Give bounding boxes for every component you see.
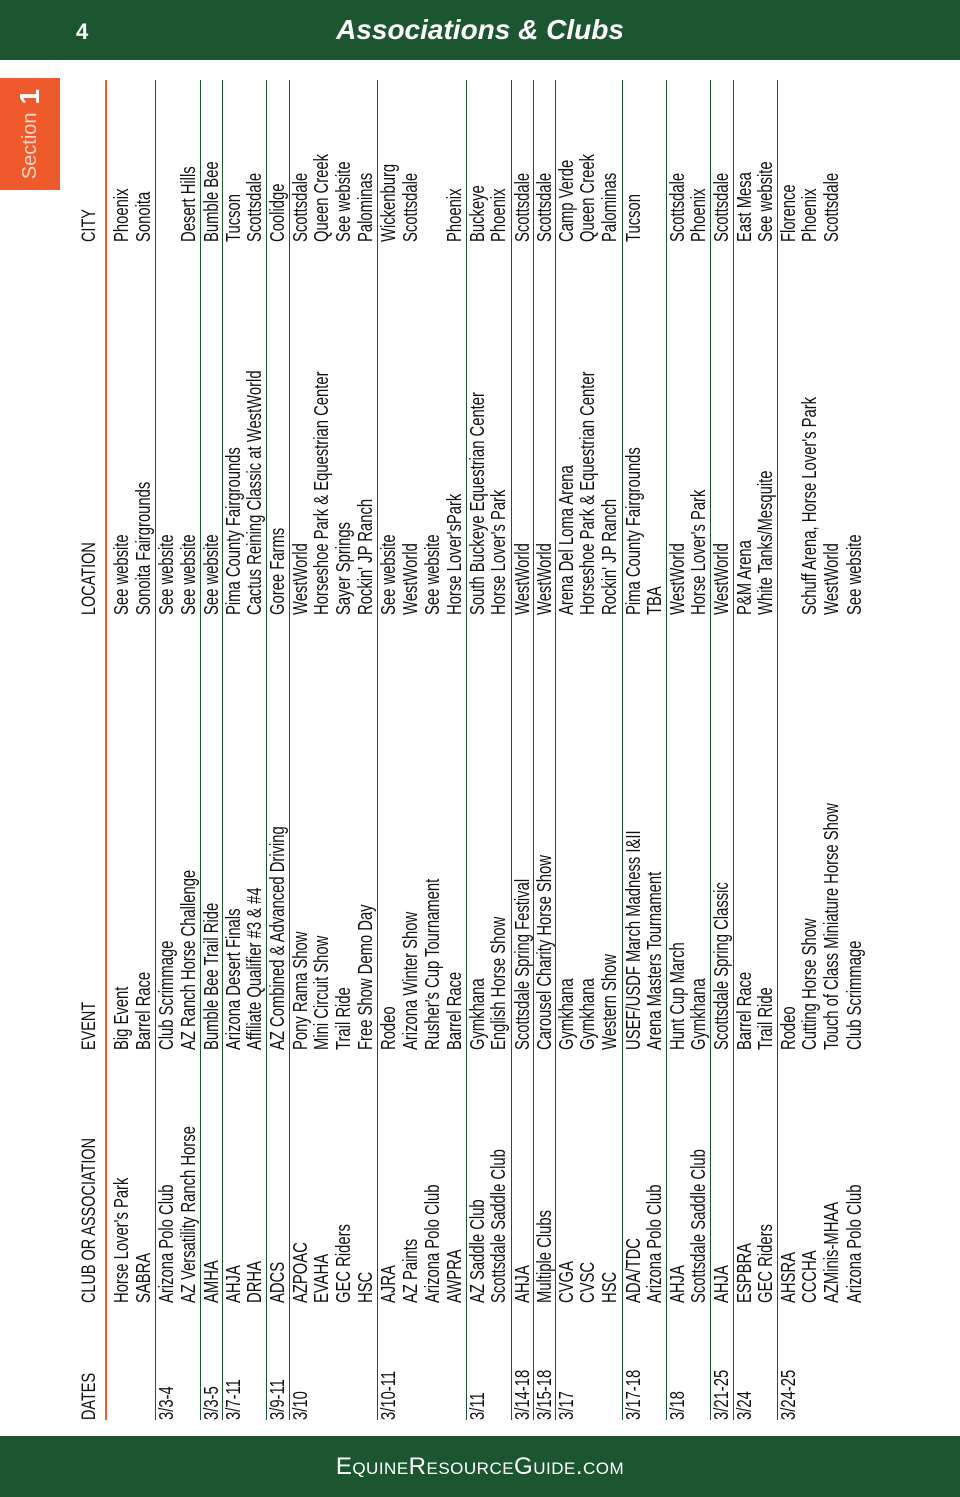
cell-location: See website — [111, 534, 133, 615]
cell-date: 3/17 — [556, 1391, 578, 1420]
cell-location: WestWorld — [667, 543, 689, 615]
cell-club: AHJA — [223, 1265, 245, 1303]
table-row — [200, 80, 223, 1420]
cell-city: Phoenix — [799, 188, 822, 242]
cell-event: Gymkhana — [556, 978, 578, 1050]
cell-event: Affiliate Qualifier #3 & #4 — [244, 887, 267, 1050]
cell-city: Scottsdale — [511, 172, 534, 242]
column-header-dates: DATES — [79, 1372, 100, 1420]
cell-location: Sonoita Fairgrounds — [133, 481, 156, 615]
cell-location: Horseshoe Park & Equestrian Center — [310, 371, 333, 615]
table-row — [733, 80, 756, 1420]
cell-city: Tucson — [223, 194, 245, 242]
cell-club: AJRA — [378, 1265, 401, 1303]
cell-city: Phoenix — [688, 188, 711, 242]
cell-location: Arena Del Loma Arena — [556, 465, 578, 615]
table-row — [333, 80, 355, 1420]
table-row — [710, 80, 733, 1420]
table-row — [178, 80, 200, 1420]
table-row — [688, 80, 710, 1420]
cell-date: 3/15-18 — [533, 1369, 556, 1420]
cell-date: 3/14-18 — [511, 1369, 534, 1420]
cell-city: Scottsdale — [289, 172, 312, 242]
column-header-club: CLUB OR ASSOCIATION — [79, 1137, 100, 1303]
cell-event: Arizona Winter Show — [399, 911, 422, 1050]
cell-date: 3/11 — [467, 1392, 490, 1420]
page-title: Associations & Clubs — [336, 14, 624, 45]
column-header-location: LOCATION — [79, 542, 100, 615]
table-row — [355, 80, 377, 1420]
cell-location: See website — [177, 534, 200, 615]
cell-city: Phoenix — [444, 188, 466, 242]
cell-event: Mini Circuit Show — [310, 935, 333, 1050]
cell-date: 3/24 — [733, 1391, 756, 1420]
table-row — [111, 80, 133, 1420]
cell-event: Carousel Charity Horse Show — [533, 855, 556, 1050]
table-row — [666, 80, 689, 1420]
cell-location: P&M Arena — [733, 540, 756, 615]
table-row — [555, 80, 578, 1420]
section-label: Section — [18, 112, 41, 180]
cell-club: AWPRA — [444, 1249, 466, 1303]
cell-club: GEC Riders — [333, 1224, 355, 1303]
table-row — [266, 80, 289, 1420]
cell-city: Tucson — [622, 194, 645, 242]
cell-event: Trail Ride — [333, 987, 355, 1050]
cell-club: AZ Paints — [399, 1238, 422, 1303]
cell-location: WestWorld — [711, 543, 734, 615]
cell-date: 3/17-18 — [622, 1369, 645, 1420]
cell-club: AZMinis-MHAA — [821, 1201, 844, 1303]
cell-date: 3/10 — [289, 1391, 312, 1420]
cell-club: AHJA — [711, 1265, 734, 1303]
cell-city: See website — [754, 161, 777, 242]
table-row — [599, 80, 621, 1420]
cell-city: Wickenburg — [378, 163, 401, 242]
table-row — [155, 80, 178, 1420]
cell-location: See website — [843, 534, 866, 615]
cell-city: Scottsdale — [533, 172, 556, 242]
cell-event: Scottsdale Spring Festival — [511, 878, 534, 1050]
cell-club: Horse Lover's Park — [111, 1177, 133, 1303]
cell-location: WestWorld — [399, 543, 422, 615]
cell-event: Rodeo — [378, 1006, 401, 1050]
cell-event: AZ Ranch Horse Challenge — [177, 869, 200, 1050]
cell-event: Scottsdale Spring Classic — [711, 882, 734, 1050]
cell-event: Barrel Race — [444, 971, 466, 1050]
cell-event: Bumble Bee Trail Ride — [200, 902, 223, 1050]
page-number: 4 — [76, 19, 89, 44]
cell-event: Gymkhana — [467, 978, 490, 1050]
cell-city: Scottsdale — [711, 172, 734, 242]
cell-club: Multiple Clubs — [533, 1210, 556, 1303]
cell-location: WestWorld — [533, 543, 556, 615]
cell-club: ADA/TDC — [622, 1238, 645, 1303]
cell-club: ESPBRA — [733, 1242, 756, 1303]
cell-date: 3/3-4 — [156, 1386, 179, 1420]
cell-city: Scottsdale — [667, 172, 689, 242]
cell-event: Rusher's Cup Tournament — [421, 878, 444, 1050]
cell-event: Barrel Race — [133, 971, 156, 1050]
cell-club: CVGA — [556, 1261, 578, 1303]
cell-date: 3/10-11 — [378, 1370, 401, 1420]
cell-location: WestWorld — [511, 543, 534, 615]
table-row — [533, 80, 556, 1420]
cell-city: Scottsdale — [244, 172, 267, 242]
cell-location: Rockin' JP Ranch — [599, 498, 622, 615]
cell-location: WestWorld — [821, 543, 844, 615]
events-table — [75, 80, 875, 1420]
cell-event: Cutting Horse Show — [799, 918, 822, 1050]
cell-city: Scottsdale — [399, 172, 422, 242]
cell-city: Queen Creek — [310, 153, 333, 242]
cell-location: Pima County Fairgrounds — [223, 447, 245, 615]
cell-location: TBA — [643, 586, 666, 615]
cell-club: Arizona Polo Club — [643, 1184, 666, 1303]
cell-event: Gymkhana — [577, 978, 600, 1050]
cell-location: See website — [156, 534, 179, 615]
cell-club: AZ Saddle Club — [467, 1199, 490, 1303]
cell-club: CCCHA — [799, 1250, 822, 1303]
cell-date: 3/3-5 — [200, 1386, 223, 1420]
table-row — [844, 80, 866, 1420]
cell-location: See website — [421, 534, 444, 615]
cell-event: English Horse Show — [488, 916, 511, 1050]
cell-city: Phoenix — [488, 188, 511, 242]
cell-city: Bumble Bee — [200, 161, 223, 242]
cell-event: AZ Combined & Advanced Driving — [267, 826, 290, 1050]
cell-city: Scottsdale — [821, 172, 844, 242]
cell-city: Palominas — [599, 172, 622, 242]
cell-club: Scottsdale Saddle Club — [688, 1149, 711, 1303]
table-row — [400, 80, 422, 1420]
cell-location: Goree Farms — [267, 527, 290, 615]
cell-city: Desert Hills — [177, 166, 200, 242]
cell-city: Queen Creek — [577, 153, 600, 242]
cell-city: Camp Verde — [556, 159, 578, 242]
cell-city: Florence — [778, 184, 800, 242]
cell-club: AHJA — [511, 1265, 534, 1303]
cell-club: Scottsdale Saddle Club — [488, 1149, 511, 1303]
cell-date: 3/9-11 — [267, 1379, 290, 1420]
footer-site: EquineResourceGuide.com — [335, 1453, 625, 1480]
table-row — [755, 80, 777, 1420]
cell-location: Sayer Springs — [333, 522, 355, 615]
cell-event: Gymkhana — [688, 978, 711, 1050]
cell-location: Horse Lover's Park — [488, 489, 511, 615]
table-row — [799, 80, 821, 1420]
table-row — [444, 80, 466, 1420]
table-row — [133, 80, 155, 1420]
section-tab — [0, 78, 60, 190]
table-row — [488, 80, 510, 1420]
cell-event: Western Show — [599, 954, 622, 1050]
cell-event: Hunt Cup March — [667, 942, 689, 1050]
cell-location: South Buckeye Equestrian Center — [467, 392, 490, 615]
table-header-row — [75, 80, 107, 1420]
cell-city: Buckeye — [467, 185, 490, 242]
cell-city: Phoenix — [111, 188, 133, 242]
cell-club: AMHA — [200, 1260, 223, 1303]
cell-event: USEF/USDF March Madness I&II — [622, 830, 645, 1050]
cell-club: EVAHA — [310, 1253, 333, 1303]
table-row — [466, 80, 489, 1420]
cell-location: See website — [378, 534, 401, 615]
cell-event: Barrel Race — [733, 971, 756, 1050]
cell-club: Arizona Polo Club — [156, 1184, 179, 1303]
table-row — [289, 80, 312, 1420]
table-row — [644, 80, 666, 1420]
cell-city: Coolidge — [267, 183, 290, 242]
section-number: 1 — [14, 88, 45, 105]
cell-location: Schuff Arena, Horse Lover's Park — [799, 396, 822, 615]
cell-event: Club Scrimmage — [156, 940, 179, 1050]
cell-city: East Mesa — [733, 172, 756, 242]
cell-event: Pony Rama Show — [289, 931, 312, 1050]
cell-location: Horse Lover's Park — [688, 489, 711, 615]
table-row — [422, 80, 444, 1420]
cell-event: Arizona Desert Finals — [223, 908, 245, 1050]
cell-date: 3/24-25 — [778, 1369, 800, 1420]
cell-location: Pima County Fairgrounds — [622, 447, 645, 615]
cell-date: 3/7-11 — [223, 1379, 245, 1420]
cell-club: HSC — [355, 1271, 378, 1303]
cell-location: Cactus Reining Classic at WestWorld — [244, 370, 267, 615]
column-header-event: EVENT — [79, 1001, 100, 1050]
cell-date: 3/18 — [667, 1391, 689, 1420]
cell-club: AHJA — [667, 1265, 689, 1303]
cell-club: AZ Versatility Ranch Horse — [177, 1126, 200, 1303]
table-row — [511, 80, 534, 1420]
cell-location: Rockin' JP Ranch — [355, 498, 378, 615]
cell-city: Palominas — [355, 172, 378, 242]
cell-event: Rodeo — [778, 1006, 800, 1050]
cell-club: AZPOAC — [289, 1242, 312, 1303]
table-row — [244, 80, 266, 1420]
cell-club: HSC — [599, 1271, 622, 1303]
cell-club: AHSRA — [778, 1252, 800, 1303]
table-row — [622, 80, 645, 1420]
page-header — [0, 0, 960, 60]
cell-date: 3/21-25 — [711, 1369, 734, 1420]
page-footer — [0, 1436, 960, 1497]
cell-event: Big Event — [111, 986, 133, 1050]
cell-location: WestWorld — [289, 543, 312, 615]
cell-location: See website — [200, 534, 223, 615]
cell-event: Trail Ride — [754, 987, 777, 1050]
table-row — [577, 80, 599, 1420]
cell-club: SABRA — [133, 1252, 156, 1303]
cell-location: Horseshoe Park & Equestrian Center — [577, 371, 600, 615]
cell-club: Arizona Polo Club — [843, 1184, 866, 1303]
cell-club: ADCS — [267, 1261, 290, 1303]
cell-event: Touch of Class Miniature Horse Show — [821, 803, 844, 1050]
table-row — [377, 80, 400, 1420]
table-row — [821, 80, 843, 1420]
cell-event: Arena Masters Tournament — [643, 871, 666, 1050]
cell-club: GEC Riders — [754, 1224, 777, 1303]
table-row — [311, 80, 333, 1420]
cell-club: Arizona Polo Club — [421, 1184, 444, 1303]
table-row — [777, 80, 800, 1420]
table-row — [222, 80, 245, 1420]
cell-location: Horse Lover'sPark — [444, 493, 466, 615]
cell-event: Free Show Demo Day — [355, 904, 378, 1050]
cell-club: DRHA — [244, 1261, 267, 1303]
cell-event: Club Scrimmage — [843, 940, 866, 1050]
cell-club: CVSC — [577, 1261, 600, 1303]
cell-city: Sonoita — [133, 191, 156, 242]
cell-city: See website — [333, 161, 355, 242]
column-header-city: CITY — [79, 209, 100, 242]
cell-location: White Tanks/Mesquite — [754, 470, 777, 615]
